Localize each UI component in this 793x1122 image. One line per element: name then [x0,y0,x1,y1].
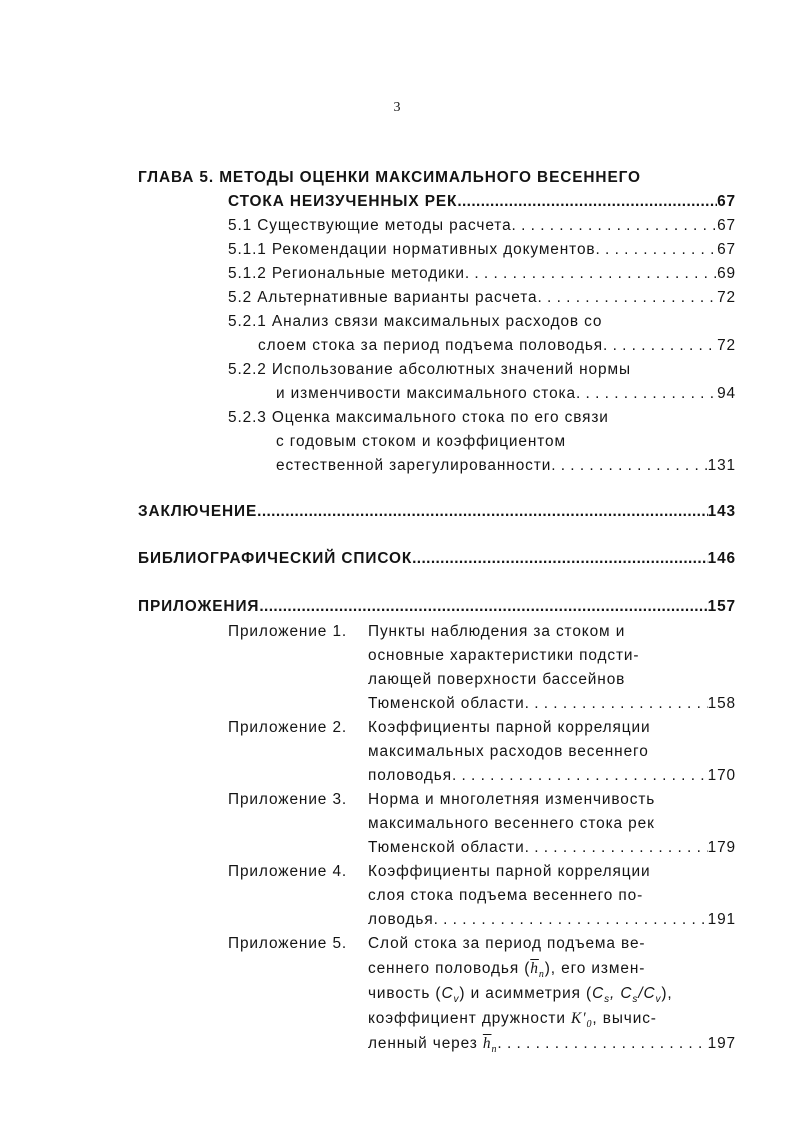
chapter-title-line2: СТОКА НЕИЗУЧЕННЫХ РЕК ..... 67 [228,190,736,214]
toc-entry-5-2-3-cont1: с годовым стоком и коэффициентом [276,433,566,450]
h-bar-symbol: $\overline{h}$ [530,960,539,977]
appendix-4-line: слоя стока подъема весеннего по- [368,887,644,904]
toc-entry-5-2-3[interactable]: 5.2.3 Оценка максимального стока по его связи [228,409,609,426]
appendix-4-line: Коэффициенты парной корреляции [368,863,651,880]
appendix-3-line: максимального весеннего стока рек [368,815,655,832]
appendix-1-line: лающей поверхности бассейнов [368,671,626,688]
appendix-1-last[interactable]: Тюменской области . . . 158 [368,692,736,716]
appendix-2-label: Приложение 2. [228,719,348,736]
appendix-1-line: основные характеристики подсти- [368,647,640,664]
toc-entry-5-2-3-cont2[interactable]: естественной зарегулированности . . . 131 [276,454,736,478]
toc-entry-5-1-1[interactable]: 5.1.1 Рекомендации нормативных документов . . . 67 [228,238,736,262]
appendix-4-last[interactable]: ловодья . . . 191 [368,908,736,932]
appendix-4-label: Приложение 4. [228,863,348,880]
appendix-1-label: Приложение 1. [228,623,348,640]
toc-entry-5-2-2-cont[interactable]: и изменчивости максимального стока . . . 94 [276,382,736,406]
appendix-5-label: Приложение 5. [228,935,348,952]
appendix-5-last[interactable]: ленный через $\overline{h}_п$ . . . 197 [368,1032,736,1056]
toc-entry-5-2-1[interactable]: 5.2.1 Анализ связи максимальных расходов со [228,313,603,330]
toc-bibliography[interactable]: БИБЛИОГРАФИЧЕСКИЙ СПИСОК ..... 146 [138,547,736,571]
appendix-3-label: Приложение 3. [228,791,348,808]
appendix-5-line: сеннего половодья $(\overline{h}_п)$, его измен- [368,960,646,981]
appendix-3-last[interactable]: Тюменской области . . . 179 [368,836,736,860]
toc-entry-5-1-2[interactable]: 5.1.2 Региональные методики . . . 69 [228,262,736,286]
toc-entry-5-2-1-cont[interactable]: слоем стока за период подъема половодья . . . 72 [258,334,736,358]
appendix-5-line: чивость $(C_v)$ и асимметрия ($C_s$, $C_s/C_v$), [368,985,673,1006]
appendix-2-last[interactable]: половодья . . . 170 [368,764,736,788]
appendix-3-line: Норма и многолетняя изменчивость [368,791,656,808]
page-number: 3 [393,100,401,115]
toc-entry-5-1[interactable]: 5.1 Существующие методы расчета . . . 67 [228,214,736,238]
appendix-2-line: Коэффициенты парной корреляции [368,719,651,736]
appendix-1-line: Пункты наблюдения за стоком и [368,623,626,640]
appendix-5-line: Слой стока за период подъема ве- [368,935,646,952]
toc-entry-5-2-2[interactable]: 5.2.2 Использование абсолютных значений нормы [228,361,631,378]
toc-conclusion[interactable]: ЗАКЛЮЧЕНИЕ ..... 143 [138,500,736,524]
toc-entry-5-2[interactable]: 5.2 Альтернативные варианты расчета . . . 72 [228,286,736,310]
chapter-title-line1: ГЛАВА 5. МЕТОДЫ ОЦЕНКИ МАКСИМАЛЬНОГО ВЕСЕННЕГО [138,169,641,186]
appendix-5-line: коэффициент дружности $K'_0$, вычис- [368,1010,657,1031]
toc-appendices[interactable]: ПРИЛОЖЕНИЯ ..... 157 [138,595,736,619]
k0-symbol: K′ [571,1010,587,1027]
appendix-2-line: максимальных расходов весеннего [368,743,649,760]
h-bar-symbol: $\overline{h}$ [482,1035,492,1052]
